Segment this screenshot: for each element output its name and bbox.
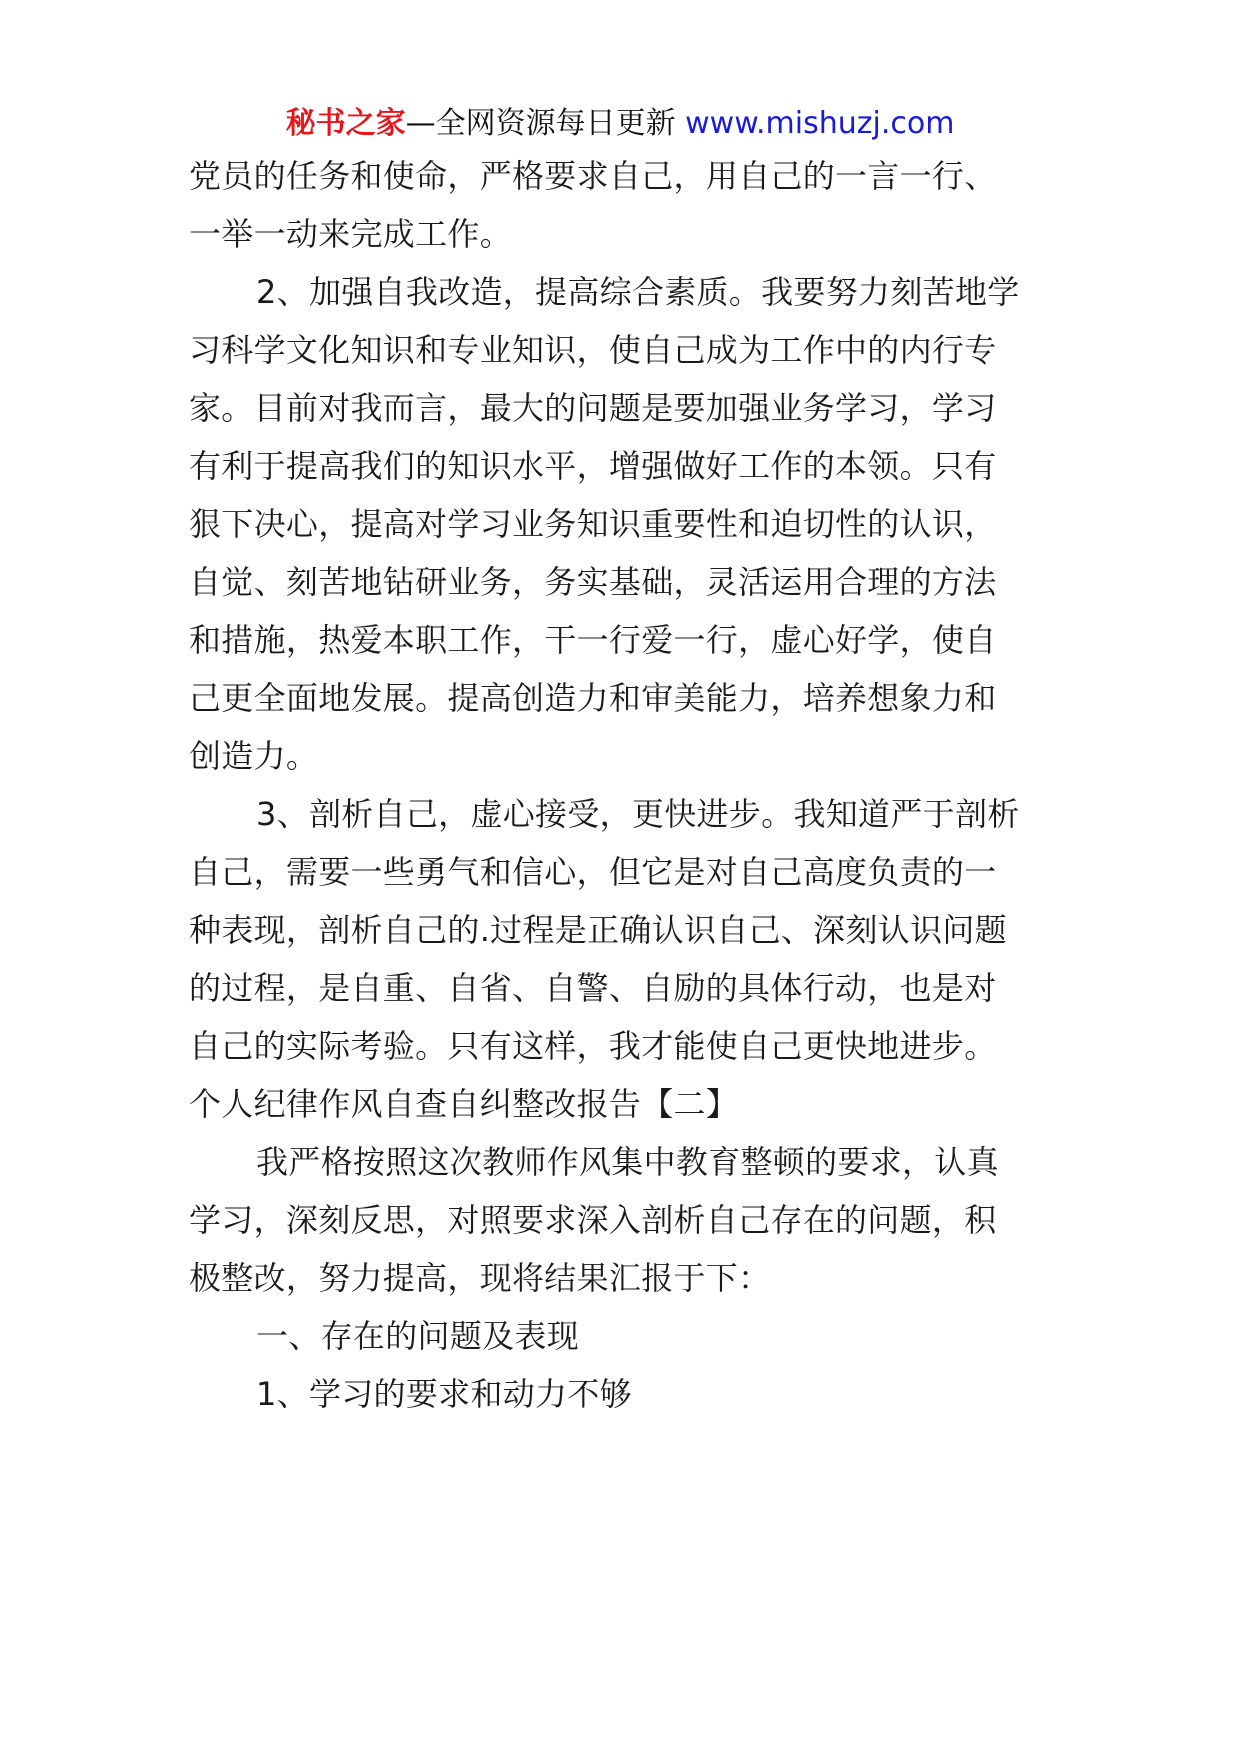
text-line: 种表现，剖析自己的.过程是正确认识自己、深刻认识问题 [189,911,1007,949]
text-line: 习科学文化知识和专业知识，使自己成为工作中的内行专 [189,331,997,369]
subheading: 一、存在的问题及表现 [256,1317,580,1355]
text-line: 创造力。 [189,737,319,775]
text-line: 极整改，努力提高，现将结果汇报于下： [189,1259,771,1297]
paragraph-start-line: 2、加强自我改造，提高综合素质。我要努力刻苦地学 [256,273,1020,311]
text-line: 学习，深刻反思，对照要求深入剖析自己存在的问题，积 [189,1201,997,1239]
header-url-link[interactable]: www.mishuzj.com [685,106,955,141]
text-line: 党员的任务和使命，严格要求自己，用自己的一言一行、 [189,157,997,195]
text-line: 的过程，是自重、自省、自警、自励的具体行动，也是对 [189,969,997,1007]
text-line: 和措施，热爱本职工作，干一行爱一行，虚心好学，使自 [189,621,997,659]
text-line: 自己的实际考验。只有这样，我才能使自己更快地进步。 [189,1027,997,1065]
text-line: 有利于提高我们的知识水平，增强做好工作的本领。只有 [189,447,997,485]
text-line: 狠下决心，提高对学习业务知识重要性和迫切性的认识， [189,505,997,543]
subheading: 1、学习的要求和动力不够 [256,1375,632,1413]
text-line: 自己，需要一些勇气和信心，但它是对自己高度负责的一 [189,853,997,891]
text-line: 自觉、刻苦地钻研业务，务实基础，灵活运用合理的方法 [189,563,997,601]
text-line: 家。目前对我而言，最大的问题是要加强业务学习，学习 [189,389,997,427]
page-header [0,100,1240,148]
text-line: 己更全面地发展。提高创造力和审美能力，培养想象力和 [189,679,997,717]
paragraph-start-line: 3、剖析自己，虚心接受，更快进步。我知道严于剖析 [256,795,1020,833]
text-line: 一举一动来完成工作。 [189,215,513,253]
section-heading: 个人纪律作风自查自纠整改报告【二】 [189,1085,739,1123]
brand-name: 秘书之家 [285,106,406,141]
paragraph-start-line: 我严格按照这次教师作风集中教育整顿的要求，认真 [256,1143,999,1181]
header-tagline: —全网资源每日更新 [405,106,686,141]
